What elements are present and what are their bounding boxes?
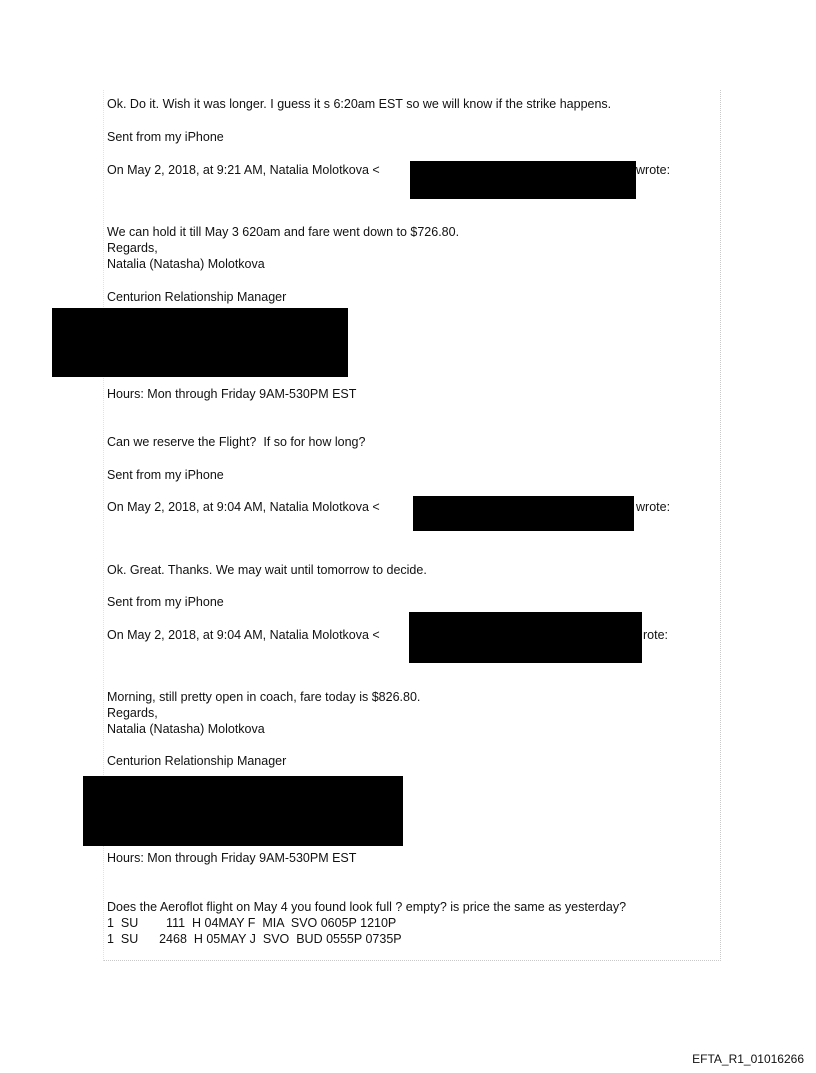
signature-regards: Regards, bbox=[107, 241, 158, 255]
redaction-block bbox=[409, 612, 642, 663]
signature-hours: Hours: Mon through Friday 9AM-530PM EST bbox=[107, 851, 357, 865]
signature-name: Natalia (Natasha) Molotkova bbox=[107, 722, 265, 736]
signature-hours: Hours: Mon through Friday 9AM-530PM EST bbox=[107, 387, 357, 401]
redaction-block bbox=[413, 496, 634, 531]
message-text: Ok. Great. Thanks. We may wait until tomorrow to decide. bbox=[107, 563, 427, 577]
flight-itinerary-line: 1 SU 111 H 04MAY F MIA SVO 0605P 1210P bbox=[107, 916, 397, 930]
message-text: Does the Aeroflot flight on May 4 you found look full ? empty? is price the same as yesterday? bbox=[107, 900, 627, 914]
quote-header-wrote: rote: bbox=[643, 628, 669, 642]
quote-header: On May 2, 2018, at 9:04 AM, Natalia Molotkova < bbox=[107, 628, 380, 642]
document-id: EFTA_R1_01016266 bbox=[692, 1052, 804, 1066]
redaction-block bbox=[410, 161, 636, 199]
message-text: We can hold it till May 3 620am and fare went down to $726.80. bbox=[107, 225, 460, 239]
flight-itinerary-line: 1 SU 2468 H 05MAY J SVO BUD 0555P 0735P bbox=[107, 932, 402, 946]
sent-from-iphone: Sent from my iPhone bbox=[107, 468, 224, 482]
quote-header: On May 2, 2018, at 9:21 AM, Natalia Molotkova < bbox=[107, 163, 380, 177]
redaction-block bbox=[83, 776, 403, 846]
sent-from-iphone: Sent from my iPhone bbox=[107, 130, 224, 144]
redaction-block bbox=[52, 308, 348, 377]
signature-name: Natalia (Natasha) Molotkova bbox=[107, 257, 265, 271]
quote-header-wrote: wrote: bbox=[636, 163, 671, 177]
signature-regards: Regards, bbox=[107, 706, 158, 720]
message-text: Morning, still pretty open in coach, fare today is $826.80. bbox=[107, 690, 421, 704]
message-text: Can we reserve the Flight? If so for how long? bbox=[107, 435, 366, 449]
signature-title: Centurion Relationship Manager bbox=[107, 290, 287, 304]
quote-header: On May 2, 2018, at 9:04 AM, Natalia Molotkova < bbox=[107, 500, 380, 514]
quote-header-wrote: wrote: bbox=[636, 500, 671, 514]
signature-title: Centurion Relationship Manager bbox=[107, 754, 287, 768]
reply-text: Ok. Do it. Wish it was longer. I guess it s 6:20am EST so we will know if the strike happens. bbox=[107, 97, 612, 111]
sent-from-iphone: Sent from my iPhone bbox=[107, 595, 224, 609]
